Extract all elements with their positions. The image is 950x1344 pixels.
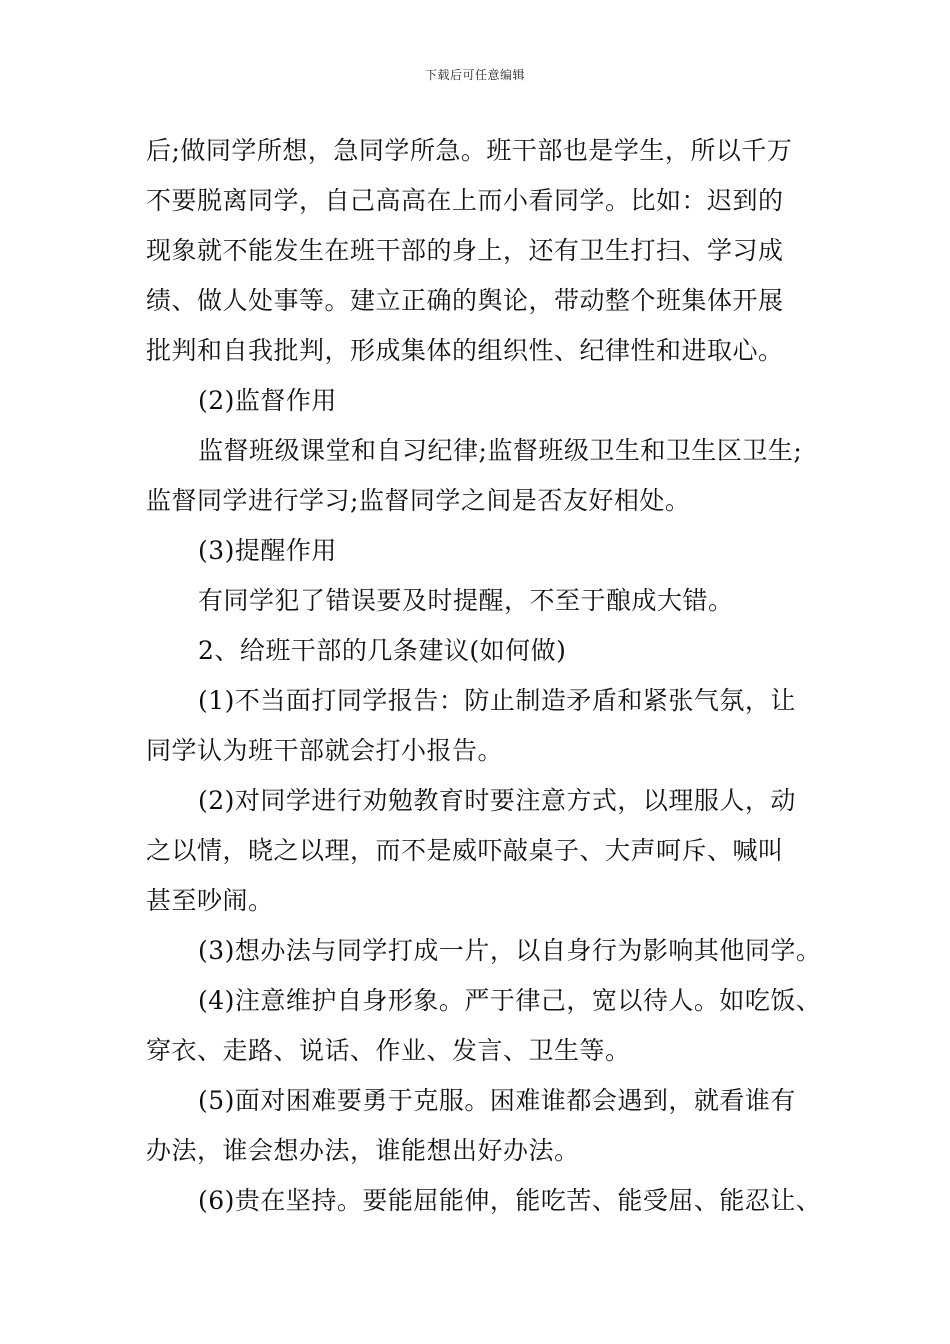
text-line: 绩、做人处事等。建立正确的舆论，带动整个班集体开展 (146, 286, 784, 315)
section-heading: (2)监督作用 (198, 386, 337, 415)
text-line: 不要脱离同学，自己高高在上而小看同学。比如：迟到的 (146, 186, 784, 215)
text-line: 现象就不能发生在班干部的身上，还有卫生打扫、学习成 (146, 236, 784, 265)
header-note: 下载后可任意编辑 (424, 68, 525, 82)
text-line: 有同学犯了错误要及时提醒，不至于酿成大错。 (198, 586, 734, 615)
text-line: 穿衣、走路、说话、作业、发言、卫生等。 (146, 1036, 631, 1065)
text-line: (4)注意维护自身形象。严于律己，宽以待人。如吃饭、 (198, 986, 822, 1015)
section-heading: (3)提醒作用 (198, 536, 337, 565)
text-line: 之以情，晓之以理，而不是威吓敲桌子、大声呵斥、喊叫 (146, 836, 784, 865)
text-line: 同学认为班干部就会打小报告。 (146, 736, 504, 765)
text-line: 监督班级课堂和自习纪律;监督班级卫生和卫生区卫生; (198, 436, 803, 465)
text-line: (6)贵在坚持。要能屈能伸，能吃苦、能受屈、能忍让、 (198, 1186, 822, 1215)
text-line: (2)对同学进行劝勉教育时要注意方式，以理服人，动 (198, 786, 796, 815)
document-body (146, 126, 836, 1226)
text-line: 甚至吵闹。 (146, 886, 274, 915)
text-line: (1)不当面打同学报告：防止制造矛盾和紧张气氛，让 (198, 686, 796, 715)
text-line: 监督同学进行学习;监督同学之间是否友好相处。 (146, 486, 691, 515)
text-line: 批判和自我批判，形成集体的组织性、纪律性和进取心。 (146, 336, 784, 365)
text-line: 后;做同学所想，急同学所急。班干部也是学生，所以千万 (146, 136, 793, 165)
text-line: (5)面对困难要勇于克服。困难谁都会遇到，就看谁有 (198, 1086, 796, 1115)
text-line: 办法，谁会想办法，谁能想出好办法。 (146, 1136, 580, 1165)
text-line: (3)想办法与同学打成一片，以自身行为影响其他同学。 (198, 936, 822, 965)
section-heading: 2、给班干部的几条建议(如何做) (198, 636, 567, 665)
